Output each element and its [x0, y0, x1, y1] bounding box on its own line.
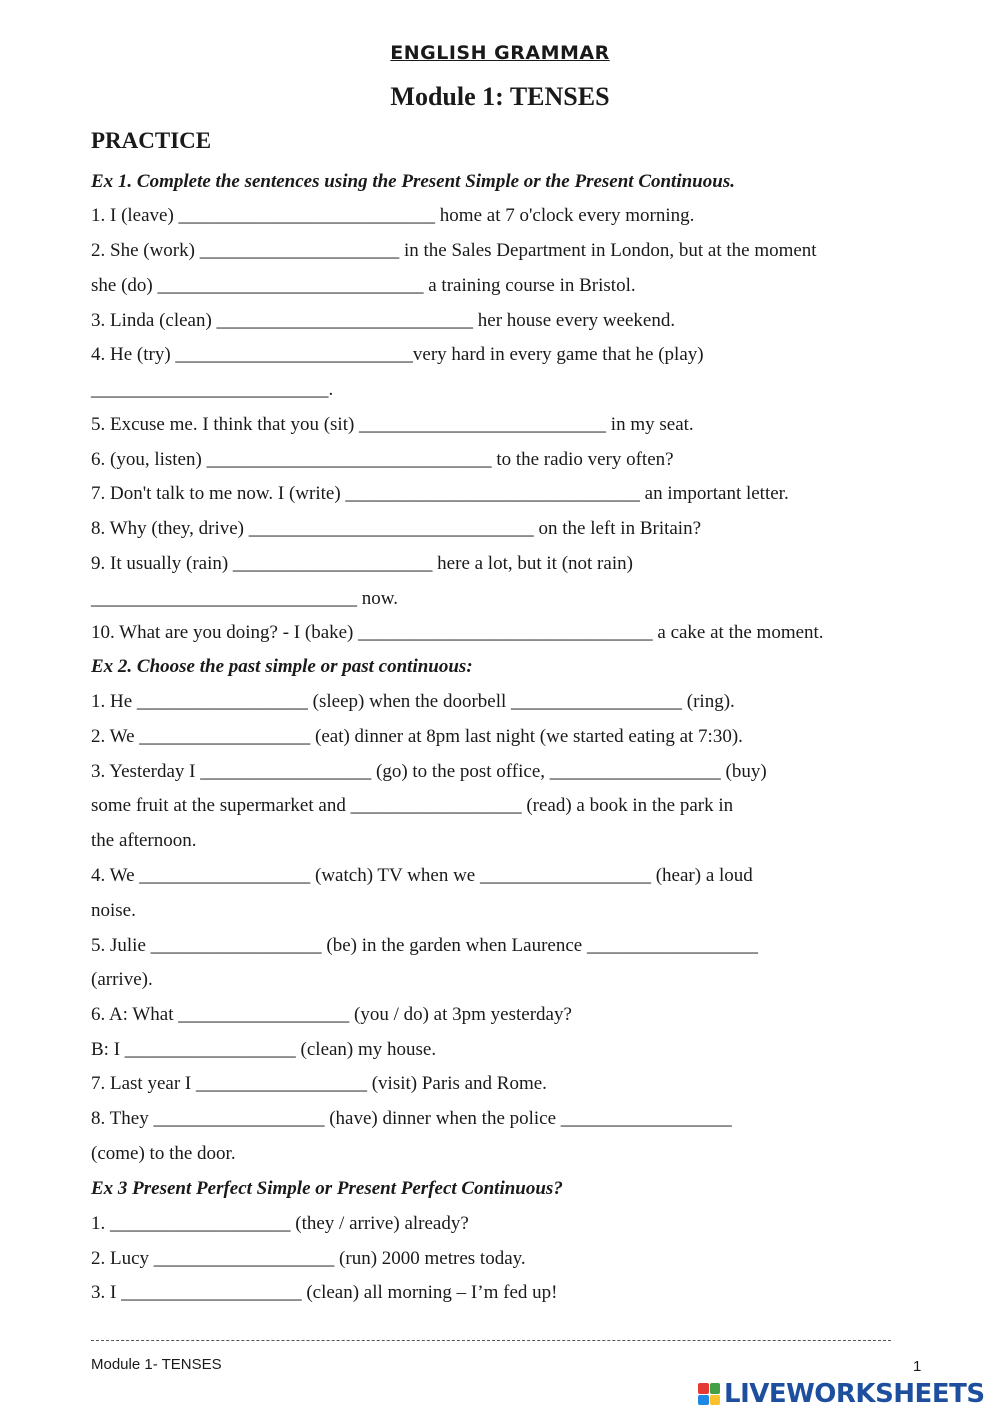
ex1-line: 3. Linda (clean) ___________________________ her house every weekend. — [91, 310, 676, 331]
ex2-line: (arrive). — [91, 969, 153, 990]
ex2-heading: Ex 2. Choose the past simple or past continuous: — [91, 656, 473, 677]
ex2-line: the afternoon. — [91, 830, 197, 851]
section-heading: PRACTICE — [91, 128, 212, 153]
ex1-line: 1. I (leave) ___________________________ home at 7 o'clock every morning. — [91, 205, 695, 226]
ex2-line: 7. Last year I __________________ (visit) Paris and Rome. — [91, 1073, 547, 1094]
footer-module-label: Module 1- TENSES — [91, 1356, 222, 1373]
ex2-line: (come) to the door. — [91, 1143, 236, 1164]
ex1-heading: Ex 1. Complete the sentences using the Present Simple or the Present Continuous. — [91, 171, 735, 192]
ex1-line: 9. It usually (rain) _____________________ here a lot, but it (not rain) — [91, 553, 633, 574]
ex3-heading: Ex 3 Present Perfect Simple or Present Perfect Continuous? — [91, 1178, 563, 1199]
ex1-line: 10. What are you doing? - I (bake) _______________________________ a cake at the moment. — [91, 622, 824, 643]
module-title: Module 1: TENSES — [390, 82, 610, 111]
ex2-line: 4. We __________________ (watch) TV when we __________________ (hear) a loud — [91, 865, 753, 886]
ex2-line: 3. Yesterday I __________________ (go) to the post office, __________________ (buy) — [91, 761, 767, 782]
ex2-line: 2. We __________________ (eat) dinner at 8pm last night (we started eating at 7:30). — [91, 726, 743, 747]
footer-divider — [91, 1340, 891, 1341]
ex2-line: 6. A: What __________________ (you / do) at 3pm yesterday? — [91, 1004, 572, 1025]
ex2-line: noise. — [91, 900, 136, 921]
logo-tile — [710, 1395, 721, 1406]
page-number: 1 — [913, 1358, 922, 1375]
ex3-line: 3. I ___________________ (clean) all morning – I’m fed up! — [91, 1282, 558, 1303]
worksheet-subject-title: ENGLISH GRAMMAR — [390, 42, 610, 64]
ex2-line: 1. He __________________ (sleep) when the doorbell __________________ (ring). — [91, 691, 735, 712]
ex1-line: 4. He (try) _________________________very hard in every game that he (play) — [91, 344, 704, 365]
logo-tile — [710, 1383, 721, 1394]
brand-wordmark: LIVEWORKSHEETS — [724, 1379, 985, 1409]
liveworksheets-brand[interactable] — [698, 1378, 985, 1410]
ex1-line: 8. Why (they, drive) ______________________________ on the left in Britain? — [91, 518, 702, 539]
ex1-line: _________________________. — [91, 379, 334, 400]
ex2-line: 8. They __________________ (have) dinner when the police __________________ — [91, 1108, 732, 1129]
ex1-line: ____________________________ now. — [91, 588, 398, 609]
ex1-line: 2. She (work) _____________________ in the Sales Department in London, but at the moment — [91, 240, 817, 261]
ex1-line: 5. Excuse me. I think that you (sit) __________________________ in my seat. — [91, 414, 694, 435]
ex1-line: she (do) ____________________________ a training course in Bristol. — [91, 275, 636, 296]
ex3-line: 1. ___________________ (they / arrive) already? — [91, 1213, 469, 1234]
logo-tile — [698, 1383, 709, 1394]
liveworksheets-logo-icon — [698, 1383, 720, 1405]
ex2-line: some fruit at the supermarket and __________________ (read) a book in the park in — [91, 795, 734, 816]
logo-tile — [698, 1395, 709, 1406]
ex3-line: 2. Lucy ___________________ (run) 2000 metres today. — [91, 1248, 526, 1269]
ex2-line: 5. Julie __________________ (be) in the garden when Laurence __________________ — [91, 935, 758, 956]
ex1-line: 6. (you, listen) ______________________________ to the radio very often? — [91, 449, 674, 470]
ex1-line: 7. Don't talk to me now. I (write) _______________________________ an important letter. — [91, 483, 789, 504]
ex2-line: B: I __________________ (clean) my house. — [91, 1039, 437, 1060]
